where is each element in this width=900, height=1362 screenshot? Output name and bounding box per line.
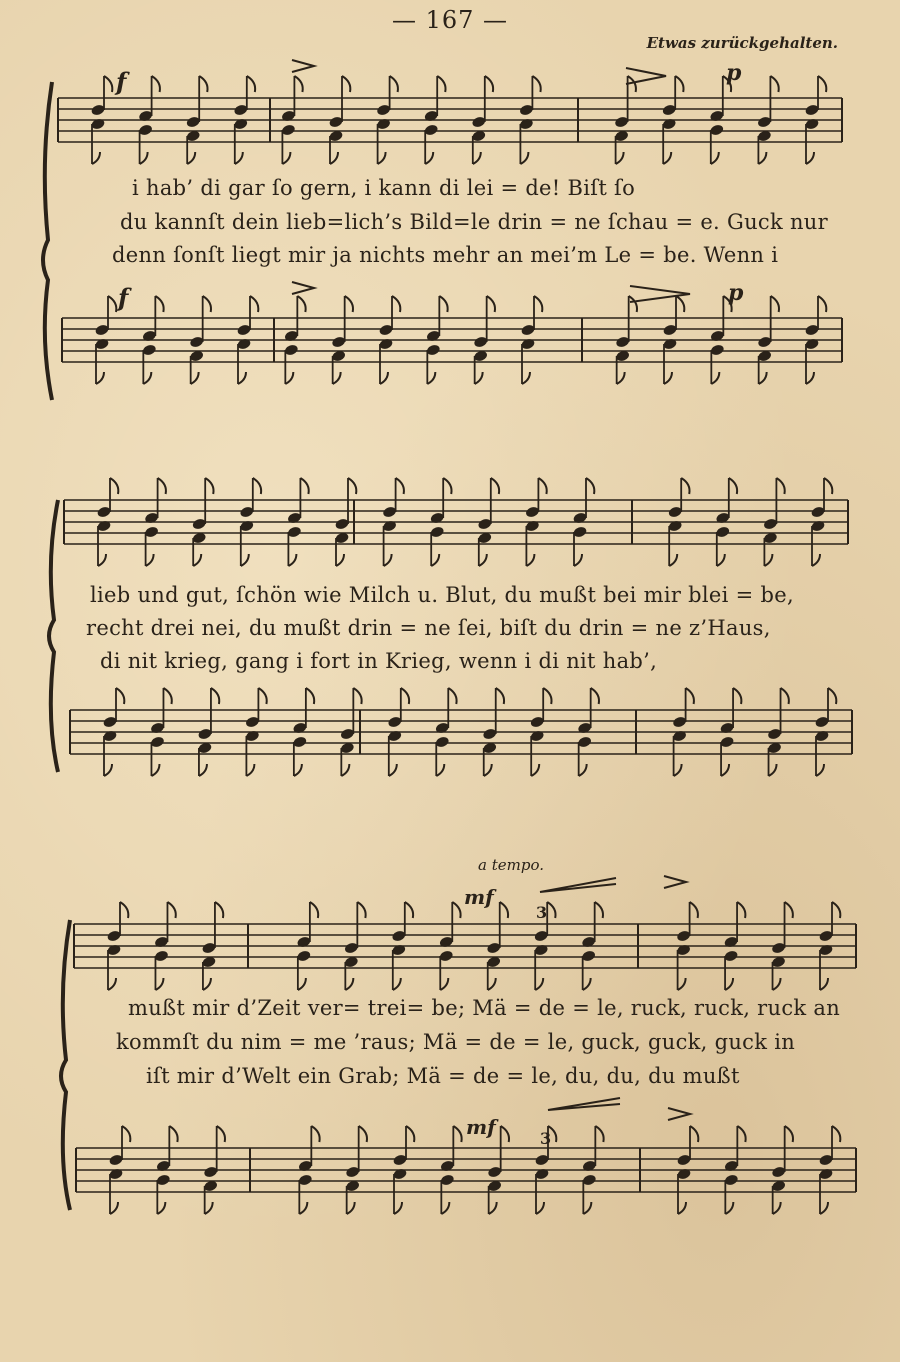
system-2-verse-2: recht drei nei, du mußt drin = ne ſei, biſt du drin = ne z’Haus, — [86, 616, 771, 640]
note-flag — [282, 152, 290, 164]
note-flag — [191, 372, 199, 384]
note-flag — [725, 978, 733, 990]
note-flag — [152, 76, 160, 92]
tempo-marking-top: Etwas zurückgehalten. — [646, 34, 838, 52]
note-flag — [820, 1202, 828, 1214]
note-flag — [452, 902, 460, 918]
note-flag — [353, 688, 361, 704]
system-brace — [49, 500, 58, 772]
note-flag — [437, 76, 445, 92]
note-flag — [380, 372, 388, 384]
note-flag — [473, 152, 481, 164]
note-flag — [479, 554, 487, 566]
note-flag — [246, 764, 254, 776]
note-flag — [595, 902, 603, 918]
dynamic-marks — [43, 60, 744, 1210]
note-flag — [535, 978, 543, 990]
note-flag — [532, 76, 540, 92]
crescendo-hairpin — [540, 878, 616, 892]
page-number: — 167 — — [391, 6, 509, 34]
note-flag — [500, 902, 508, 918]
note-flag — [520, 152, 528, 164]
note-flag — [288, 554, 296, 566]
note-flag — [487, 296, 495, 312]
note-flag — [167, 902, 175, 918]
note-flag — [108, 978, 116, 990]
note-flag — [781, 688, 789, 704]
note-flag — [690, 902, 698, 918]
note-flag — [496, 688, 504, 704]
note-flag — [169, 1126, 177, 1142]
note-flag — [534, 296, 542, 312]
note-flag — [583, 1202, 591, 1214]
note-flag — [336, 554, 344, 566]
note-flag — [737, 1126, 745, 1142]
note-flag — [116, 688, 124, 704]
note-flag — [250, 296, 258, 312]
note-flag — [92, 152, 100, 164]
note-flag — [211, 688, 219, 704]
note-flag — [157, 1202, 165, 1214]
staff-lines — [58, 98, 856, 1192]
dynamic-piano-1: p — [726, 60, 742, 86]
note-flag — [678, 978, 686, 990]
system-2-verse-3: di nit krieg, gang i fort in Krieg, wenn i di nit hab’, — [100, 649, 658, 673]
note-flag — [155, 296, 163, 312]
note-flag — [235, 152, 243, 164]
note-flag — [238, 372, 246, 384]
system-brace — [43, 82, 52, 400]
note-flag — [425, 152, 433, 164]
dynamic-piano-2: p — [728, 280, 744, 306]
note-flag — [158, 478, 166, 494]
note-flag — [311, 1126, 319, 1142]
system-brace — [61, 920, 70, 1210]
note-flag — [711, 372, 719, 384]
note-flag — [215, 902, 223, 918]
note-flag — [485, 76, 493, 92]
note-flag — [773, 978, 781, 990]
note-flag — [345, 978, 353, 990]
note-flag — [440, 978, 448, 990]
note-flag — [241, 554, 249, 566]
system-3-verse-3: iſt mir d’Welt ein Grab; Mä = de = le, du, du, du mußt — [146, 1064, 740, 1088]
system-1-verse-1: i hab’ di gar ſo gern, i kann di lei = de! Biſt ſo — [132, 176, 636, 200]
note-flag — [258, 688, 266, 704]
note-flag — [538, 478, 546, 494]
note-flag — [394, 1202, 402, 1214]
note-flag — [299, 1202, 307, 1214]
note-flag — [686, 688, 694, 704]
note-flag — [595, 1126, 603, 1142]
note-flag — [690, 1126, 698, 1142]
note-flag — [146, 554, 154, 566]
note-flag — [820, 978, 828, 990]
note-flag — [758, 152, 766, 164]
note-flag — [122, 1126, 130, 1142]
note-flag — [832, 1126, 840, 1142]
note-flag — [384, 554, 392, 566]
tempo-marking-a-tempo: a tempo. — [478, 856, 544, 874]
note-flag — [816, 764, 824, 776]
note-flag — [405, 902, 413, 918]
note-flag — [812, 554, 820, 566]
decrescendo-hairpin — [626, 68, 666, 84]
dynamic-mezzoforte-1: mf — [464, 885, 494, 909]
note-flag — [392, 296, 400, 312]
system-1-verse-2: du kannſt dein lieb=lich’s Bild=le drin = ne ſchau = e. Guck nur — [120, 210, 828, 234]
note-flag — [310, 902, 318, 918]
dynamic-forte-1: f — [116, 67, 127, 96]
note-flag — [297, 296, 305, 312]
note-flag — [725, 1202, 733, 1214]
note-flag — [448, 688, 456, 704]
accent-mark — [668, 1108, 690, 1120]
note-flag — [187, 152, 195, 164]
note-flag — [98, 554, 106, 566]
note-flag — [681, 478, 689, 494]
note-flag — [203, 978, 211, 990]
note-flag — [491, 478, 499, 494]
note-flag — [616, 152, 624, 164]
system-2-verse-1: lieb und gut, ſchön wie Milch u. Blut, du mußt bei mir blei = be, — [90, 583, 794, 607]
note-flag — [247, 76, 255, 92]
note-flag — [285, 372, 293, 384]
note-flag — [785, 1126, 793, 1142]
note-flag — [393, 978, 401, 990]
note-flag — [733, 688, 741, 704]
note-flag — [217, 1126, 225, 1142]
note-flag — [306, 688, 314, 704]
note-flag — [828, 688, 836, 704]
note-flag — [359, 1126, 367, 1142]
note-flag — [357, 902, 365, 918]
note-flag — [579, 764, 587, 776]
note-flag — [678, 1202, 686, 1214]
note-flag — [345, 296, 353, 312]
note-flag — [785, 902, 793, 918]
note-flag — [199, 764, 207, 776]
accent-mark — [292, 282, 314, 294]
note-flag — [484, 764, 492, 776]
note-flag — [193, 554, 201, 566]
note-flag — [824, 478, 832, 494]
note-flag — [583, 978, 591, 990]
note-flag — [294, 764, 302, 776]
note-flag — [531, 764, 539, 776]
note-flag — [104, 764, 112, 776]
note-flag — [427, 372, 435, 384]
note-flag — [547, 902, 555, 918]
system-3-verse-2: kommſt du nim = me ’raus; Mä = de = le, guck, guck, guck in — [116, 1030, 796, 1054]
accent-mark — [664, 876, 686, 888]
note-flag — [300, 478, 308, 494]
note-flag — [348, 478, 356, 494]
dynamic-forte-2: f — [118, 283, 129, 312]
note-flag — [396, 478, 404, 494]
note-flag — [108, 296, 116, 312]
system-3-verse-1: mußt mir d’Zeit ver= trei= be; Mä = de = le, ruck, ruck, ruck an — [128, 996, 841, 1020]
note-flag — [253, 478, 261, 494]
note-flag — [669, 554, 677, 566]
note-flag — [764, 554, 772, 566]
note-flag — [591, 688, 599, 704]
note-flag — [818, 76, 826, 92]
note-flag — [586, 478, 594, 494]
note-flag — [522, 372, 530, 384]
triplet-mark-2: 3 — [540, 1129, 552, 1148]
note-flag — [771, 296, 779, 312]
note-flag — [536, 1202, 544, 1214]
note-flag — [629, 296, 637, 312]
note-flag — [342, 76, 350, 92]
accent-mark — [292, 60, 314, 72]
note-flag — [205, 1202, 213, 1214]
note-flag — [120, 902, 128, 918]
note-flag — [711, 152, 719, 164]
note-flag — [389, 764, 397, 776]
note-flag — [488, 978, 496, 990]
note-flag — [390, 76, 398, 92]
note-flag — [729, 478, 737, 494]
note-flag — [110, 1202, 118, 1214]
note-flag — [333, 372, 341, 384]
note-flag — [205, 478, 213, 494]
note-flag — [759, 372, 767, 384]
note-flag — [151, 764, 159, 776]
note-flag — [489, 1202, 497, 1214]
note-flag — [203, 296, 211, 312]
crescendo-hairpin — [548, 1098, 620, 1110]
note-flag — [818, 296, 826, 312]
note-flag — [675, 76, 683, 92]
system-1-verse-3: denn ſonſt liegt mir ja nichts mehr an mei’m Le = be. Wenn i — [112, 243, 779, 267]
note-flag — [617, 372, 625, 384]
note-flag — [674, 764, 682, 776]
note-flag — [664, 372, 672, 384]
note-flag — [769, 764, 777, 776]
note-flag — [776, 478, 784, 494]
note-flag — [526, 554, 534, 566]
note-flag — [401, 688, 409, 704]
note-flag — [163, 688, 171, 704]
note-flag — [806, 372, 814, 384]
note-flag — [441, 1202, 449, 1214]
note-flag — [773, 1202, 781, 1214]
note-flag — [574, 554, 582, 566]
note-flag — [199, 76, 207, 92]
note-flag — [436, 764, 444, 776]
note-flag — [737, 902, 745, 918]
triplet-mark-1: 3 — [536, 903, 548, 922]
note-flag — [96, 372, 104, 384]
note-flag — [770, 76, 778, 92]
note-flag — [294, 76, 302, 92]
notes — [90, 76, 840, 1214]
note-flag — [439, 296, 447, 312]
note-flag — [806, 152, 814, 164]
note-flag — [155, 978, 163, 990]
note-flag — [110, 478, 118, 494]
note-flag — [543, 688, 551, 704]
note-flag — [501, 1126, 509, 1142]
dynamic-mezzoforte-2: mf — [466, 1115, 496, 1139]
note-flag — [330, 152, 338, 164]
note-flag — [378, 152, 386, 164]
note-flag — [832, 902, 840, 918]
note-flag — [676, 296, 684, 312]
note-flag — [717, 554, 725, 566]
note-flag — [431, 554, 439, 566]
note-flag — [140, 152, 148, 164]
note-flag — [721, 764, 729, 776]
note-flag — [406, 1126, 414, 1142]
note-flag — [443, 478, 451, 494]
note-flag — [143, 372, 151, 384]
note-flag — [347, 1202, 355, 1214]
note-flag — [341, 764, 349, 776]
note-flag — [453, 1126, 461, 1142]
note-flag — [475, 372, 483, 384]
note-flag — [663, 152, 671, 164]
note-flag — [298, 978, 306, 990]
note-flag — [104, 76, 112, 92]
